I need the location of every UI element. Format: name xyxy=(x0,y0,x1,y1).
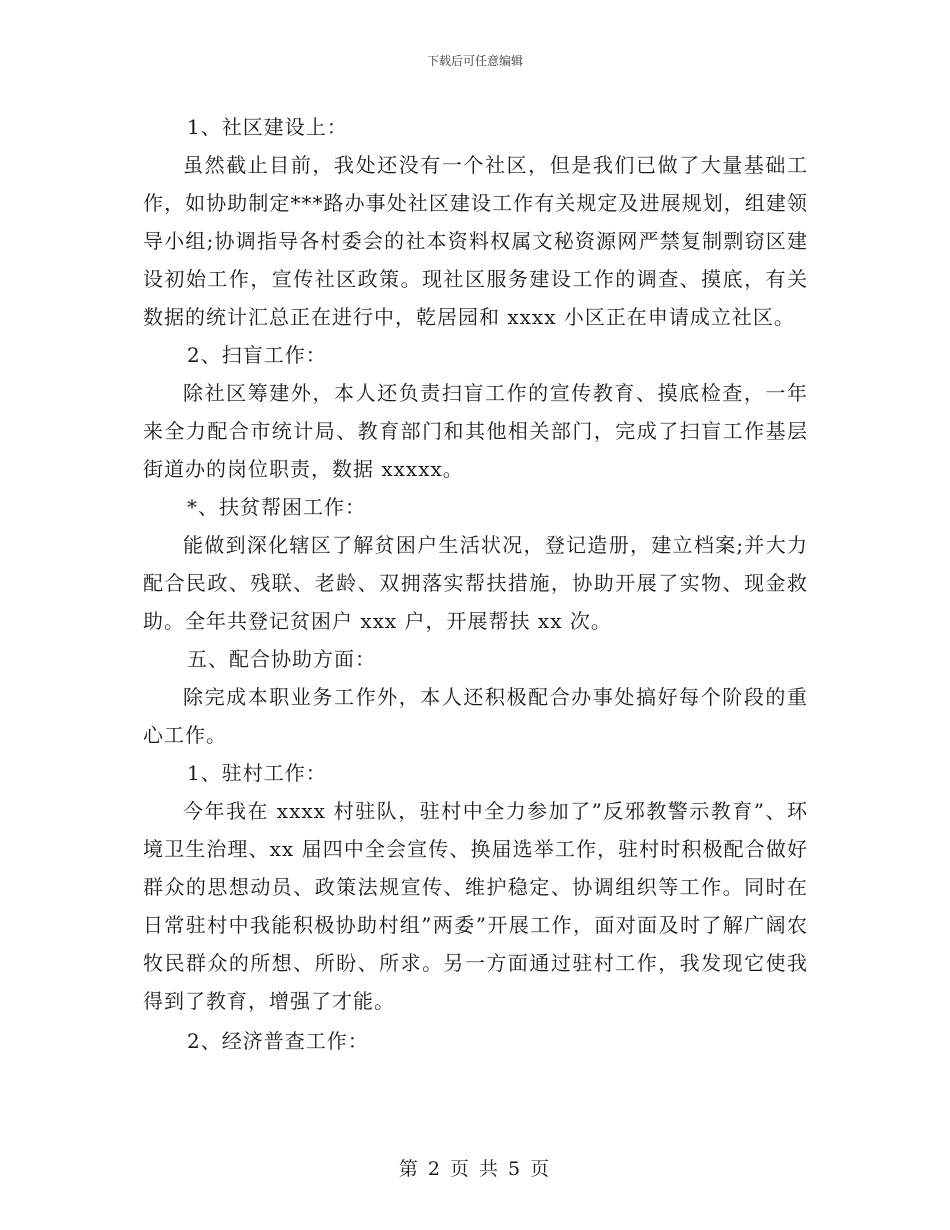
paragraph-poverty: 能做到深化辖区了解贫困户生活状况，登记造册，建立档案;并大力配合民政、残联、老龄、双拥落实帮扶措施，协助开展了实物、现金救助。全年共登记贫困户 xxx 户，开展帮扶 xx 次。 xyxy=(143,533,808,633)
document-body xyxy=(143,108,808,1060)
page-header-note: 下载后可任意编辑 xyxy=(426,54,523,68)
section-heading-community: 1、社区建设上： xyxy=(187,115,348,139)
paragraph-village: 今年我在 xxxx 村驻队，驻村中全力参加了”反邪教警示教育”、环境卫生治理、xx 届四中全会宣传、换届选举工作，驻村时积极配合做好群众的思想动员、政策法规宣传、维护稳定、协调组织等工作。同时在日常驻村中我能积极协助村组”两委”开展工作，面对面及时了解广阔农牧民群众的所想、所盼、所求。另一方面通过驻村工作，我发现它使我得到了教育，增强了才能。 xyxy=(143,799,808,1013)
page-number-footer: 第 2 页 共 5 页 xyxy=(398,1158,552,1180)
section-heading-literacy: 2、扫盲工作： xyxy=(187,343,327,367)
paragraph-community: 虽然截止目前，我处还没有一个社区，但是我们已做了大量基础工作，如协助制定***路办事处社区建设工作有关规定及进展规划，组建领导小组;协调指导各村委会的社本资料权属文秘资源网严禁复制剽窃区建设初始工作，宣传社区政策。现社区服务建设工作的调查、摸底，有关数据的统计汇总正在进行中，乾居园和 xxxx 小区正在申请成立社区。 xyxy=(143,153,808,329)
section-heading-poverty: *、扶贫帮困工作： xyxy=(187,495,366,519)
section-heading-census: 2、经济普查工作： xyxy=(187,1029,369,1053)
section-heading-cooperation: 五、配合协助方面： xyxy=(187,647,376,671)
paragraph-literacy: 除社区筹建外，本人还负责扫盲工作的宣传教育、摸底检查，一年来全力配合市统计局、教育部门和其他相关部门，完成了扫盲工作基层街道办的岗位职责，数据 xxxxx。 xyxy=(143,381,808,481)
paragraph-cooperation: 除完成本职业务工作外，本人还积极配合办事处搞好每个阶段的重心工作。 xyxy=(143,685,808,747)
section-heading-village: 1、驻村工作： xyxy=(187,761,327,785)
